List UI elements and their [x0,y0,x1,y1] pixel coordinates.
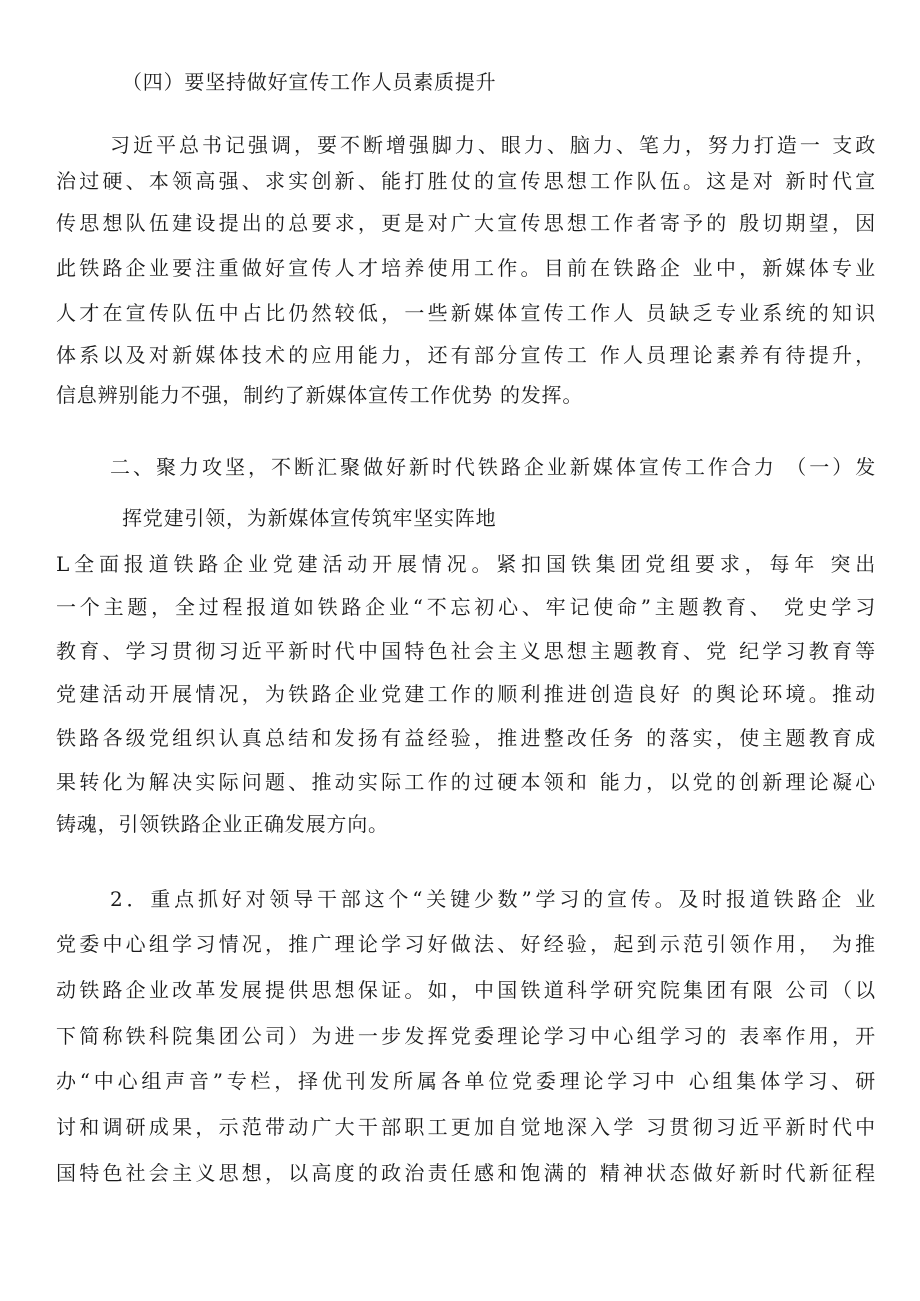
part-2-heading-line-2: 挥党建引领，为新媒体宣传筑牢坚实阵地 [122,506,497,530]
paragraph-1-line-2: 治过硬、本领高强、求实创新、能打胜仗的宣传思想工作队伍。这是对 新时代宣 [56,169,876,193]
paragraph-3-line-3: 动铁路企业改革发展提供思想保证。如，中国铁道科学研究院集团有限 公司（以 [56,978,876,1002]
paragraph-1-line-1: 习近平总书记强调，要不断增强脚力、眼力、脑力、笔力，努力打造一 支政 [110,133,876,157]
paragraph-1-line-5: 人才在宣传队伍中占比仍然较低，一些新媒体宣传工作人 员缺乏专业系统的知识 [56,301,876,325]
section-heading-4: （四）要坚持做好宣传工作人员素质提升 [122,70,497,94]
paragraph-3-line-7: 国特色社会主义思想，以高度的政治责任感和饱满的 精神状态做好新时代新征程 [56,1161,876,1185]
paragraph-2-line-7: 铸魂，引领铁路企业正确发展方向。 [56,812,389,836]
paragraph-3-line-5: 办“中心组声音”专栏，择优刊发所属各单位党委理论学习中 心组集体学习、研 [56,1069,876,1093]
paragraph-3-line-6: 讨和调研成果，示范带动广大干部职工更加自觉地深入学 习贯彻习近平新时代中 [56,1115,876,1139]
paragraph-3-line-2: 党委中心组学习情况，推广理论学习好做法、好经验，起到示范引领作用， 为推 [56,932,876,956]
paragraph-3-line-4: 下简称铁科院集团公司）为进一步发挥党委理论学习中心组学习的 表率作用，开 [56,1024,876,1048]
paragraph-2-line-2: 一个主题，全过程报道如铁路企业“不忘初心、牢记使命”主题教育、 党史学习 [56,595,876,619]
paragraph-2-line-1: L全面报道铁路企业党建活动开展情况。紧扣国铁集团党组要求，每年 突出 [56,552,876,576]
paragraph-1-line-3: 传思想队伍建设提出的总要求，更是对广大宣传思想工作者寄予的 殷切期望，因 [56,211,876,235]
paragraph-2-line-4: 党建活动开展情况，为铁路企业党建工作的顺利推进创造良好 的舆论环境。推动 [56,682,876,706]
paragraph-3-line-1: 2．重点抓好对领导干部这个“关键少数”学习的宣传。及时报道铁路企 业 [110,887,876,911]
paragraph-1-line-4: 此铁路企业要注重做好宣传人才培养使用工作。目前在铁路企 业中，新媒体专业 [56,256,876,280]
part-2-heading-line-1: 二、聚力攻坚，不断汇聚做好新时代铁路企业新媒体宣传工作合力 （一）发 [110,455,876,479]
paragraph-2-line-3: 教育、学习贯彻习近平新时代中国特色社会主义思想主题教育、党 纪学习教育等 [56,639,876,663]
paragraph-1-line-7: 信息辨别能力不强，制约了新媒体宣传工作优势 的发挥。 [56,383,584,407]
paragraph-1-line-6: 体系以及对新媒体技术的应用能力，还有部分宣传工 作人员理论素养有待提升， [56,343,876,367]
paragraph-2-line-6: 果转化为解决实际问题、推动实际工作的过硬本领和 能力，以党的创新理论凝心 [56,770,876,794]
paragraph-2-line-5: 铁路各级党组织认真总结和发扬有益经验，推进整改任务 的落实，使主题教育成 [56,726,876,750]
